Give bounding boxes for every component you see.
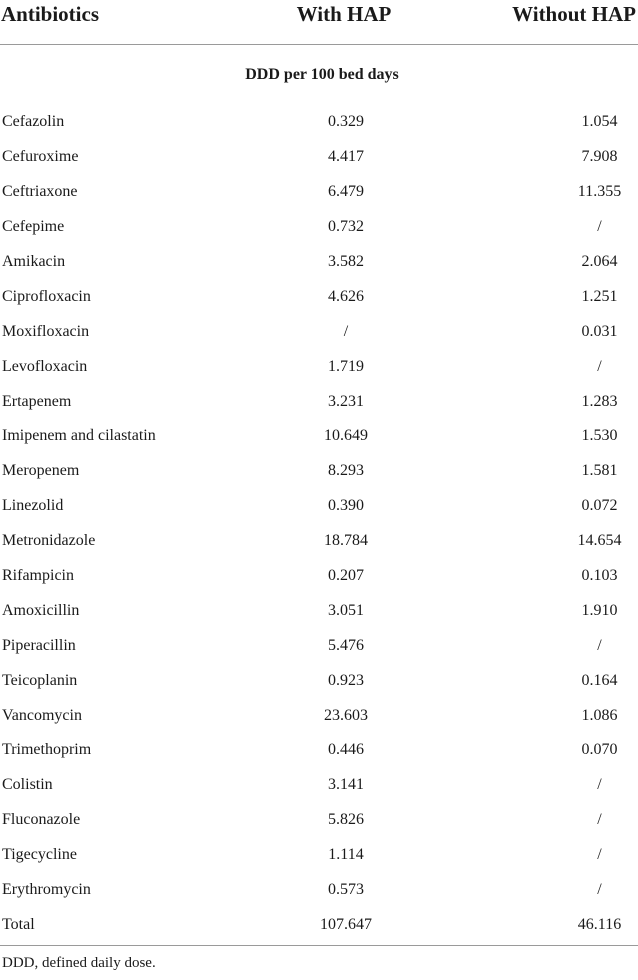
- cell-antibiotic-name: Metronidazole: [2, 532, 96, 550]
- cell-antibiotic-name: Meropenem: [2, 462, 80, 480]
- cell-without-hap: 7.908: [581, 148, 618, 166]
- table-row: [0, 559, 638, 594]
- cell-without-hap: /: [597, 218, 602, 236]
- cell-without-hap: /: [597, 846, 602, 864]
- cell-antibiotic-name: Rifampicin: [2, 567, 74, 585]
- cell-with-hap: /: [343, 322, 349, 340]
- cell-with-hap: 107.647: [320, 915, 372, 933]
- cell-antibiotic-name: Cefuroxime: [2, 148, 79, 166]
- table-row: [0, 210, 638, 245]
- cell-without-hap: /: [597, 357, 602, 375]
- cell-without-hap: 0.103: [581, 567, 618, 585]
- cell-without-hap: 14.654: [577, 532, 622, 550]
- cell-without-hap: 1.530: [581, 427, 618, 445]
- table-row: [0, 873, 638, 908]
- table-row: [0, 384, 638, 419]
- cell-with-hap: 0.329: [328, 113, 364, 131]
- cell-with-hap: 0.390: [328, 497, 364, 515]
- cell-without-hap: /: [597, 811, 602, 829]
- cell-with-hap: 3.051: [328, 601, 364, 619]
- cell-antibiotic-name: Fluconazole: [2, 811, 81, 829]
- subheader-row: [0, 45, 638, 106]
- cell-with-hap: 0.446: [328, 741, 364, 759]
- cell-with-hap: 4.626: [328, 287, 364, 305]
- cell-antibiotic-name: Teicoplanin: [2, 671, 78, 689]
- cell-antibiotic-name: Cefazolin: [2, 113, 65, 131]
- cell-without-hap: /: [597, 776, 602, 794]
- table-row: [0, 838, 638, 873]
- cell-with-hap: 3.231: [328, 392, 364, 410]
- cell-with-hap: 8.293: [328, 462, 364, 480]
- cell-antibiotic-name: Levofloxacin: [2, 357, 88, 375]
- cell-without-hap: /: [597, 636, 602, 654]
- cell-antibiotic-name: Trimethoprim: [2, 741, 92, 759]
- header-row: [0, 0, 638, 45]
- subheader-ddd: DDD per 100 bed days: [245, 66, 399, 83]
- cell-antibiotic-name: Ertapenem: [2, 392, 72, 410]
- cell-with-hap: 4.417: [328, 148, 364, 166]
- cell-without-hap: 0.031: [581, 322, 618, 340]
- cell-without-hap: 11.355: [577, 183, 622, 201]
- cell-antibiotic-name: Linezolid: [2, 497, 64, 515]
- header-with-hap: With HAP: [235, 0, 445, 45]
- table-row: [0, 628, 638, 663]
- table-row: [0, 593, 638, 628]
- header-without-hap: Without HAP: [445, 0, 638, 45]
- cell-antibiotic-name: Piperacillin: [2, 636, 76, 654]
- header-antibiotics: Antibiotics: [0, 0, 235, 45]
- table-body: [0, 45, 638, 943]
- table-row: [0, 803, 638, 838]
- cell-without-hap: 1.054: [581, 113, 618, 131]
- table-row: [0, 419, 638, 454]
- table-row: [0, 279, 638, 314]
- cell-with-hap: 0.923: [328, 671, 364, 689]
- cell-without-hap: /: [597, 881, 602, 899]
- cell-with-hap: 6.479: [328, 183, 364, 201]
- table-row: [0, 105, 638, 140]
- cell-antibiotic-name: Imipenem and cilastatin: [2, 427, 156, 445]
- cell-without-hap: 0.072: [581, 497, 618, 515]
- cell-antibiotic-name: Ceftriaxone: [2, 183, 78, 201]
- cell-antibiotic-name: Moxifloxacin: [2, 322, 90, 340]
- cell-without-hap: 1.086: [581, 706, 618, 724]
- cell-without-hap: 1.251: [581, 287, 618, 305]
- cell-with-hap: 5.476: [328, 636, 364, 654]
- cell-with-hap: 5.826: [328, 811, 364, 829]
- cell-with-hap: 1.114: [328, 846, 364, 864]
- cell-without-hap: 0.070: [581, 741, 618, 759]
- table-row: [0, 140, 638, 175]
- cell-without-hap: 1.910: [581, 601, 618, 619]
- cell-with-hap: 3.141: [328, 776, 364, 794]
- table-row: [0, 698, 638, 733]
- cell-with-hap: 0.207: [328, 567, 364, 585]
- cell-without-hap: 1.283: [581, 392, 618, 410]
- table-row: [0, 768, 638, 803]
- table-bottom-rule: [0, 945, 638, 946]
- cell-with-hap: 23.603: [324, 706, 368, 724]
- table-row: [0, 314, 638, 349]
- cell-without-hap: 2.064: [581, 253, 618, 270]
- cell-with-hap: 0.573: [328, 881, 364, 899]
- table-row: [0, 663, 638, 698]
- cell-antibiotic-name: Erythromycin: [2, 881, 91, 899]
- cell-antibiotic-name: Total: [2, 915, 35, 933]
- table-row: [0, 245, 638, 280]
- cell-antibiotic-name: Amikacin: [2, 253, 66, 270]
- cell-with-hap: 0.732: [328, 218, 364, 236]
- cell-antibiotic-name: Vancomycin: [2, 706, 82, 724]
- table-header: [0, 0, 638, 45]
- cell-antibiotic-name: Cefepime: [2, 218, 65, 236]
- table-row: [0, 733, 638, 768]
- cell-antibiotic-name: Tigecycline: [2, 846, 77, 864]
- cell-without-hap: 1.581: [581, 462, 618, 480]
- cell-antibiotic-name: Amoxicillin: [2, 601, 80, 619]
- cell-with-hap: 3.582: [328, 253, 364, 270]
- table-row: [0, 175, 638, 210]
- cell-without-hap: 0.164: [581, 671, 618, 689]
- cell-with-hap: 10.649: [324, 427, 368, 445]
- table-row: [0, 524, 638, 559]
- cell-antibiotic-name: Ciprofloxacin: [2, 287, 91, 305]
- table-row: [0, 454, 638, 489]
- table-row: [0, 349, 638, 384]
- cell-with-hap: 18.784: [324, 532, 368, 550]
- table-row: [0, 907, 638, 942]
- cell-with-hap: 1.719: [328, 357, 364, 375]
- cell-antibiotic-name: Colistin: [2, 776, 53, 794]
- table-row: [0, 489, 638, 524]
- table-footnote: DDD, defined daily dose.: [2, 955, 156, 971]
- cell-without-hap: 46.116: [577, 915, 622, 933]
